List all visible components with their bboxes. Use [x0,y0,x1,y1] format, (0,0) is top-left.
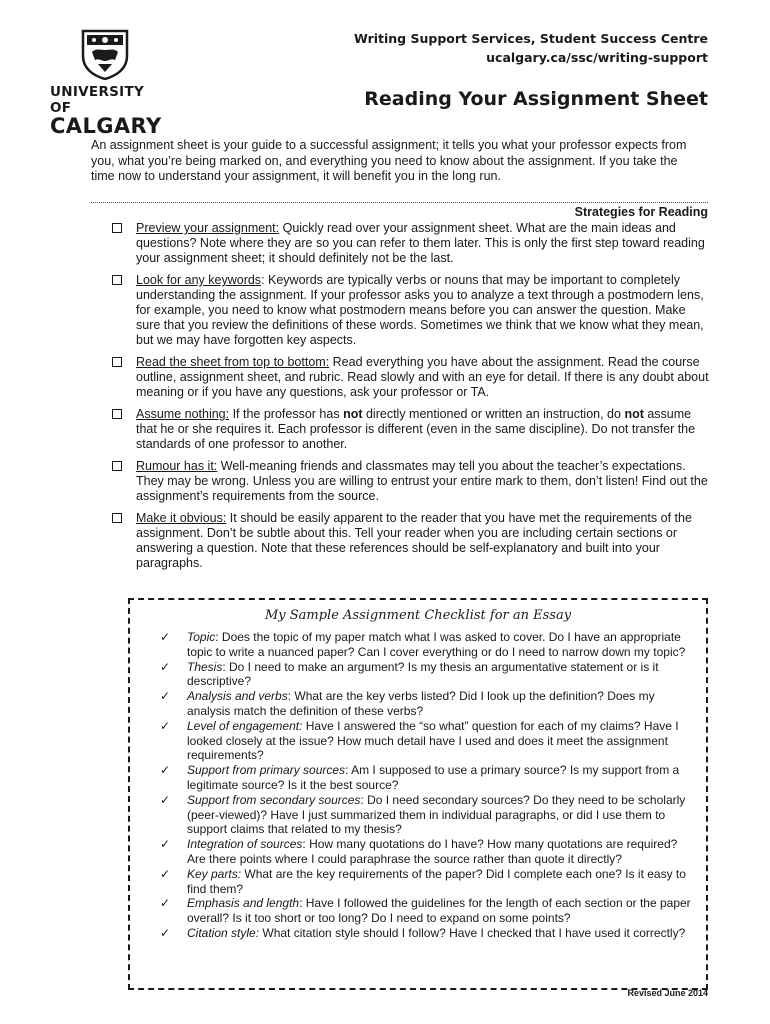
checklist-title: My Sample Assignment Checklist for an Essay [264,608,572,623]
checklist-item [158,719,698,763]
strategy-emphasis: not [343,407,363,421]
strategy-item [110,511,710,571]
checkmark-icon: ✓ [160,763,171,778]
checkbox-icon [112,275,122,285]
website-url: ucalgary.ca/ssc/writing-support [486,50,708,65]
sample-checklist-box [128,598,708,990]
checkmark-icon: ✓ [160,925,171,940]
strategy-label: Read the sheet from top to bottom: [136,355,330,369]
checkbox-icon [112,461,122,471]
checkmark-icon: ✓ [160,630,171,644]
checklist-item [158,763,698,793]
strategy-text: : Keywords are typically verbs or nouns that may be important to completely understanding the assignment. If your professor asks you to analyze a text through a postmodern lens, for example, you need to know what postmodern means before you can answer the question. Make sure that you review the definitions of these words. Sometimes we think that we know what they mean, but we may have forgotten key aspects. [136,273,704,347]
strategy-label: Assume nothing: [136,407,230,421]
checklist-text: : What are the key verbs listed? Did I look up the definition? Does my analysis match the definition of these verbs? [187,689,655,718]
checkbox-icon [112,409,122,419]
checklist-text: : Do I need secondary sources? Do they need to be scholarly (peer-viewed)? Have I just summarized them in individual paragraphs, or did I use them to support claims that related to my thesis? [187,792,686,837]
checklist-text: : Do I need to make an argument? Is my thesis an argumentative statement or is it descriptive? [187,659,659,689]
checklist-term: Support from secondary sources [187,792,361,807]
checklist-item [158,793,698,837]
strategies-heading: Strategies for Reading [574,205,708,219]
checklist-term: Key parts: [187,866,242,881]
strategy-label: Look for any keywords [136,273,262,287]
checklist-item [158,926,698,941]
strategy-item [110,221,710,266]
checkmark-icon: ✓ [160,659,171,674]
checklist-term: Level of engagement: [187,718,303,733]
checkmark-icon: ✓ [160,689,171,704]
checklist-term: Thesis [187,659,223,674]
strategies-list [110,221,710,578]
checkbox-icon [112,513,122,523]
revision-date: Revised June 2014 [627,988,708,998]
checklist-item [158,896,698,926]
checkbox-icon [112,357,122,367]
university-logo [50,28,170,136]
strategy-text: Well-meaning friends and classmates may tell you about the teacher’s expectations. They may be wrong. Unless you are willing to entrust your entire mark to them, don’t listen! Find out the assignment’s requirements from the source. [136,459,708,503]
section-divider [91,202,708,203]
university-name-line1: UNIVERSITY OF [50,84,145,116]
checklist-text: : Does the topic of my paper match what I was asked to cover. Do I have an appropriate topic to write a nuanced paper? Can I cover everything or do I need to narrow down my topic? [187,630,686,659]
checklist-item [158,837,698,867]
page-header [354,29,708,67]
checklist-list [158,630,698,941]
university-name-line2: CALGARY [50,114,162,138]
checkmark-icon: ✓ [160,866,171,881]
strategy-item [110,273,710,348]
strategy-label: Make it obvious: [136,511,227,525]
checklist-text: : How many quotations do I have? How many quotations are required? Are there points where I could paraphrase the source rather than quote it directly? [187,837,678,866]
checklist-term: Support from primary sources [187,763,346,778]
department-name: Writing Support Services, Student Success Centre [354,31,708,46]
checklist-item [158,630,698,660]
strategy-text: Read everything you have about the assignment. Read the course outline, assignment sheet, and rubric. Read slowly and with an eye for detail. If there is any doubt about meaning or if you have any questions, ask your professor or TA. [136,355,709,399]
strategy-text: It should be easily apparent to the reader that you have met the requirements of the assignment. Don’t be subtle about this. Tell your reader when you are including certain sections or answering a question. Note that these references should be self-explanatory and built into your paragraphs. [136,511,692,570]
intro-paragraph: An assignment sheet is your guide to a successful assignment; it tells you what your professor expects from you, what you’re being marked on, and everything you need to know about the assignment. If you take the time now to understand your assignment, it will benefit you in the long run. [91,138,687,183]
checklist-term: Integration of sources [187,837,303,852]
checkmark-icon: ✓ [160,718,171,733]
strategy-item [110,355,710,400]
checkmark-icon: ✓ [160,792,171,807]
strategy-label: Rumour has it: [136,459,218,473]
checkmark-icon: ✓ [160,896,171,911]
checklist-text: Have I answered the “so what” question for each of my claims? Have I looked closely at the issue? How much detail have I used and does it meet the assignment requirements? [187,718,679,763]
strategy-label: Preview your assignment: [136,221,280,235]
checklist-term: Emphasis and length [187,896,300,911]
strategy-item [110,407,710,452]
checklist-text: : Am I supposed to use a primary source? Is my support from a legitimate source? Is it the best source? [187,763,680,792]
strategy-text: directly mentioned or written an instruction, do [362,407,625,421]
checklist-term: Analysis and verbs [187,689,288,704]
checklist-item [158,660,698,690]
crest-icon [80,28,130,80]
checklist-text: What are the key requirements of the paper? Did I complete each one? Is it easy to find them? [187,866,686,896]
checkbox-icon [112,223,122,233]
checklist-item [158,689,698,719]
checklist-item [158,867,698,897]
strategy-text: Quickly read over your assignment sheet. What are the main ideas and questions? Note where they are so you can refer to them later. This is only the first step toward reading your assignment sheet; it should definitely not be the last. [136,221,705,265]
strategy-emphasis: not [624,407,644,421]
checklist-text: : Have I followed the guidelines for the length of each section or the paper overall? Is it too short or too long? Do I need to expand on some points? [187,896,691,926]
strategy-text: assume that he or she requires it. Each professor is different (even in the same discipline). Do not transfer the standards of one professor to another. [136,407,696,451]
strategy-text: If the professor has [229,407,344,421]
checklist-term: Topic [187,630,216,644]
page-title: Reading Your Assignment Sheet [364,88,708,110]
checklist-term: Citation style: [187,925,260,940]
checkmark-icon: ✓ [160,837,171,852]
strategy-item [110,459,710,504]
checklist-text: What citation style should I follow? Have I checked that I have used it correctly? [259,925,686,940]
